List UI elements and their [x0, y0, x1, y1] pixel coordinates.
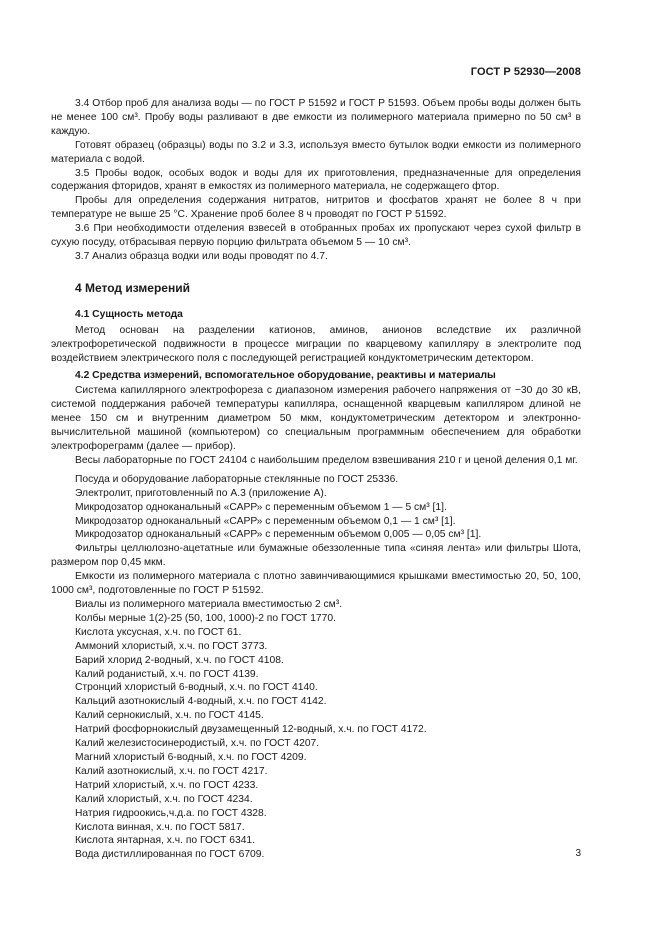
equipment-list-a [51, 473, 581, 543]
list-item: Натрий фосфорнокислый двузамещенный 12-водный, х.ч. по ГОСТ 4172. [75, 724, 427, 736]
paragraph-3-4b: Готовят образец (образцы) воды по 3.2 и 3.3, используя вместо бутылок водки емкости из полимерного материала с водой. [51, 139, 581, 165]
list-item: Барий хлорид 2-водный, х.ч. по ГОСТ 4108. [75, 654, 284, 666]
paragraph-4-2-scales: Весы лабораторные по ГОСТ 24104 с наибольшим пределом взвешивания 210 г и ценой деления 0,1 мг. [75, 454, 578, 466]
list-item: Кислота винная, х.ч. по ГОСТ 5817. [75, 821, 245, 833]
list-item: Натрия гидроокись,ч.д.а. по ГОСТ 4328. [75, 807, 267, 819]
list-item: Магний хлористый 6-водный, х.ч. по ГОСТ 4209. [75, 751, 307, 763]
paragraph-4-2-system: Система капиллярного электрофореза с диапазоном измерения рабочего напряжения от −30 до 30 кВ, системой поддержания рабочей температуры капилляра, оснащенной кварцевым капилляром длиной не менее 150 см и внутренним диаметром 50 мкм, кондуктометрическим детектором и электронно-вычислительной машиной (компьютером) со специальным программным обеспечением для обработки электрофореграмм (далее — прибор). [51, 385, 581, 453]
list-item: Калий хлористый, х.ч. по ГОСТ 4234. [75, 793, 253, 805]
list-item: Калий азотнокислый, х.ч. по ГОСТ 4217. [75, 765, 268, 777]
paragraph-4-1: Метод основан на разделении катионов, аминов, анионов вследствие их различной электрофоретической подвижности в процессе миграции по кварцевому капилляру в электролите под воздействием электрического поля с последующей регистрацией кондуктометрическим детектором. [51, 324, 581, 364]
list-item: Микродозатор одноканальный «САРР» с переменным объемом 0,1 — 1 см³ [1]. [75, 515, 456, 527]
paragraph-3-6: 3.6 При необходимости отделения взвесей в отобранных пробах их пропускают через сухой фильтр в сухую посуду, отбрасывая первую порцию фильтрата объемом 5 — 10 см³. [51, 223, 581, 249]
paragraph-3-5: 3.5 Пробы водок, особых водок и воды для их приготовления, предназначенные для определения содержания фторидов, хранят в емкостях из полимерного материала, не содержащего фтор. [51, 167, 581, 193]
list-item: Посуда и оборудование лабораторные стеклянные по ГОСТ 25336. [75, 473, 399, 485]
subsection-heading-4-2: 4.2 Средства измерений, вспомогательное оборудование, реактивы и материалы [75, 369, 496, 381]
document-number-header: ГОСТ Р 52930—2008 [470, 66, 581, 78]
paragraph-3-5b: Пробы для определения содержания нитратов, нитритов и фосфатов хранят не более 8 ч при температуре не выше 25 °C. Хранение проб более 8 ч проводят по ГОСТ Р 51592. [51, 195, 581, 221]
list-item: Виалы из полимерного материала вместимостью 2 см³. [75, 599, 343, 610]
list-item: Колбы мерные 1(2)-25 (50, 100, 1000)-2 по ГОСТ 1770. [75, 612, 336, 624]
list-item: Вода дистиллированная по ГОСТ 6709. [75, 849, 265, 861]
list-item: Кальций азотнокислый 4-водный, х.ч. по ГОСТ 4142. [75, 696, 327, 708]
page-number: 3 [575, 848, 581, 859]
list-item: Натрий хлористый, х.ч. по ГОСТ 4233. [75, 779, 259, 791]
reagent-list-b [51, 598, 581, 862]
list-item: Микродозатор одноканальный «САРР» с переменным объемом 1 — 5 см³ [1]. [75, 501, 447, 513]
paragraph-filters: Фильтры целлюлозно-ацетатные или бумажные обеззоленные типа «синяя лента» или фильтры Шота, размером пор 0,45 мкм. [51, 543, 581, 569]
list-item: Стронций хлористый 6-водный, х.ч. по ГОСТ 4140. [75, 682, 318, 694]
paragraph-3-4: 3.4 Отбор проб для анализа воды — по ГОСТ Р 51592 и ГОСТ Р 51593. Объем пробы воды должен быть не менее 100 см³. Пробу воды разливают в две емкости из полимерного материала примерно по 50 см³ в каждую. [51, 98, 581, 137]
document-body [51, 97, 581, 862]
list-item: Калий роданистый, х.ч. по ГОСТ 4139. [75, 668, 259, 680]
list-item: Кислота уксусная, х.ч. по ГОСТ 61. [75, 626, 242, 638]
subsection-heading-4-1: 4.1 Сущность метода [75, 308, 183, 320]
list-item: Калий железистосинеродистый, х.ч. по ГОСТ 4207. [75, 738, 320, 750]
paragraph-vessels: Емкости из полимерного материала с плотно завинчивающимися крышками вместимостью 20, 50, 100, 1000 см³, подготовленные по ГОСТ Р 51592. [51, 571, 581, 597]
list-item: Микродозатор одноканальный «САРР» с переменным объемом 0,005 — 0,05 см³ [1]. [75, 529, 482, 541]
section-heading-4: 4 Метод измерений [75, 280, 190, 295]
list-item: Электролит, приготовленный по А.3 (приложение А). [75, 487, 327, 499]
paragraph-3-7: 3.7 Анализ образца водки или воды проводят по 4.7. [75, 250, 328, 262]
list-item: Калий сернокислый, х.ч. по ГОСТ 4145. [75, 710, 264, 722]
list-item: Аммоний хлористый, х.ч. по ГОСТ 3773. [75, 640, 268, 652]
list-item: Кислота янтарная, х.ч. по ГОСТ 6341. [75, 835, 256, 847]
